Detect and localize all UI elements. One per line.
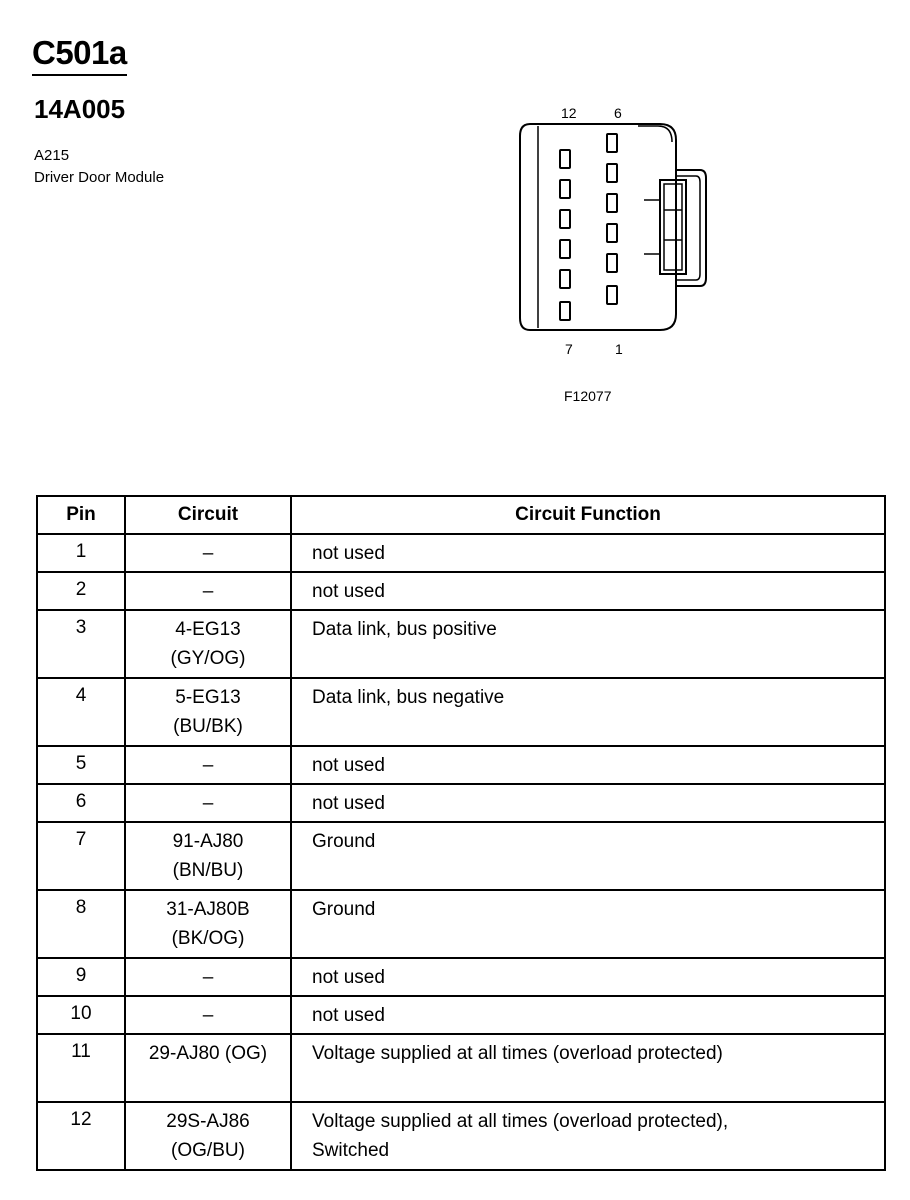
circuit-id: 29-AJ80 (OG) <box>125 1034 291 1102</box>
pin-cavity <box>607 286 617 304</box>
circuit-function: not used <box>291 572 885 610</box>
header-function: Circuit Function <box>291 496 885 534</box>
pin-number: 6 <box>37 784 125 822</box>
pin-label-bottom-left: 7 <box>565 341 573 357</box>
pin-cavity <box>607 254 617 272</box>
pin-cavity <box>607 164 617 182</box>
pin-cavity <box>560 150 570 168</box>
pin-cavity <box>607 194 617 212</box>
circuit-wire-color: (OG/BU) <box>171 1140 245 1161</box>
circuit-function: Ground <box>291 890 885 958</box>
connector-housing <box>520 124 676 330</box>
pin-cavity <box>560 302 570 320</box>
circuit-wire-color: (BN/BU) <box>172 860 244 881</box>
circuit-id: 4-EG13 <box>175 619 241 640</box>
circuit-cell <box>125 610 291 678</box>
pin-label-bottom-right: 1 <box>615 341 623 357</box>
circuit-wire-color: (BK/OG) <box>171 928 245 949</box>
table-row <box>37 784 885 822</box>
connector-id: C501a <box>32 34 127 76</box>
header-circuit: Circuit <box>125 496 291 534</box>
header-pin: Pin <box>37 496 125 534</box>
table-row <box>37 610 885 678</box>
module-code: A215 <box>34 147 70 164</box>
pin-number: 7 <box>37 822 125 890</box>
table-row <box>37 746 885 784</box>
connector-latch <box>676 170 706 286</box>
circuit-cell <box>125 1102 291 1170</box>
pin-number: 3 <box>37 610 125 678</box>
circuit-cell <box>125 678 291 746</box>
circuit-wire-color: (GY/OG) <box>170 648 246 669</box>
table-header-row <box>37 496 885 534</box>
circuit-id: – <box>125 534 291 572</box>
circuit-function: Voltage supplied at all times (overload protected), <box>312 1111 729 1132</box>
circuit-function: not used <box>291 996 885 1034</box>
circuit-id: 91-AJ80 <box>172 831 244 852</box>
pin-number: 1 <box>37 534 125 572</box>
pin-cavity <box>560 270 570 288</box>
pin-cavity <box>607 134 617 152</box>
circuit-id: – <box>125 784 291 822</box>
circuit-id: – <box>125 958 291 996</box>
table-row <box>37 678 885 746</box>
pin-number: 12 <box>37 1102 125 1170</box>
table-row <box>37 958 885 996</box>
pin-cavity <box>560 180 570 198</box>
circuit-function: not used <box>291 784 885 822</box>
circuit-function: Data link, bus positive <box>291 610 885 678</box>
circuit-function-line-2: Switched <box>312 1140 390 1161</box>
circuit-id: 31-AJ80B <box>166 899 250 920</box>
table-row <box>37 996 885 1034</box>
pin-cavity <box>607 224 617 242</box>
pin-label-top-left: 12 <box>561 105 577 121</box>
pin-number: 4 <box>37 678 125 746</box>
module-name: Driver Door Module <box>34 169 165 186</box>
circuit-id: – <box>125 996 291 1034</box>
table-row <box>37 1034 885 1102</box>
pin-number: 2 <box>37 572 125 610</box>
circuit-id: 29S-AJ86 <box>166 1111 250 1132</box>
pin-label-top-right: 6 <box>614 105 622 121</box>
table-row <box>37 822 885 890</box>
circuit-function: not used <box>291 534 885 572</box>
circuit-function: Voltage supplied at all times (overload protected) <box>291 1034 885 1102</box>
circuit-function: not used <box>291 958 885 996</box>
circuit-id: – <box>125 572 291 610</box>
pin-number: 11 <box>37 1034 125 1102</box>
pin-number: 9 <box>37 958 125 996</box>
circuit-function-cell <box>291 1102 885 1170</box>
connector-face-diagram <box>510 118 710 338</box>
table-row <box>37 534 885 572</box>
circuit-cell <box>125 822 291 890</box>
pin-number: 5 <box>37 746 125 784</box>
pin-number: 8 <box>37 890 125 958</box>
circuit-cell <box>125 890 291 958</box>
pin-cavity <box>560 240 570 258</box>
circuit-function: not used <box>291 746 885 784</box>
pin-cavity <box>560 210 570 228</box>
figure-code: F12077 <box>564 388 612 404</box>
circuit-function: Data link, bus negative <box>291 678 885 746</box>
circuit-id: – <box>125 746 291 784</box>
circuit-id: 5-EG13 <box>175 687 241 708</box>
circuit-function: Ground <box>291 822 885 890</box>
pinout-table <box>36 495 886 1171</box>
circuit-wire-color: (BU/BK) <box>173 716 243 737</box>
table-row <box>37 890 885 958</box>
pin-number: 10 <box>37 996 125 1034</box>
table-row <box>37 1102 885 1170</box>
table-row <box>37 572 885 610</box>
part-number: 14A005 <box>34 94 126 124</box>
